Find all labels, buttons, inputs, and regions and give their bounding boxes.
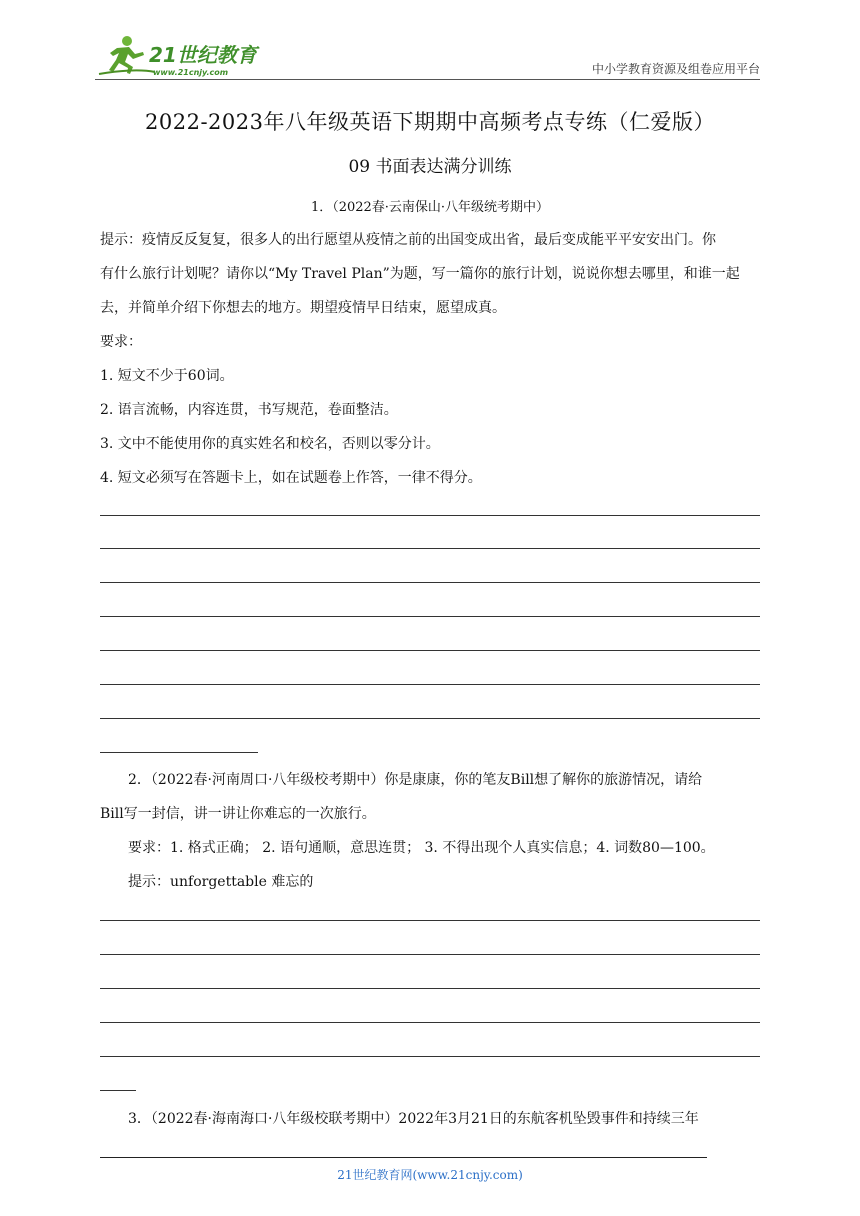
answer-line[interactable] — [100, 616, 760, 617]
question-3-prompt-line: 3．（2022春·海南海口·八年级校联考期中）2022年3月21日的东航客机坠毁事件和持续三年 — [128, 1111, 699, 1127]
answer-line[interactable] — [100, 515, 760, 516]
logo-url: www.21cnjy.com — [153, 68, 229, 77]
question-1-hint-line: 去，并简单介绍下你想去的地方。期望疫情早日结束，愿望成真。 — [100, 300, 506, 316]
answer-line[interactable] — [100, 718, 760, 719]
requirement-item: 3. 文中不能使用你的真实姓名和校名，否则以零分计。 — [100, 436, 440, 452]
answer-line[interactable] — [100, 548, 760, 549]
question-2-hint: 提示：unforgettable 难忘的 — [128, 874, 314, 890]
question-1-heading: 1．（2022春·云南保山·八年级统考期中） — [310, 200, 550, 215]
question-2-prompt-line: 2．（2022春·河南周口·八年级校考期中）你是康康，你的笔友Bill想了解你的旅游情况，请给 — [128, 772, 703, 788]
question-2-prompt-line: Bill写一封信，讲一讲让你难忘的一次旅行。 — [100, 806, 376, 822]
question-1-hint-line: 有什么旅行计划呢？请你以“My Travel Plan”为题，写一篇你的旅行计划，说说你想去哪里，和谁一起 — [100, 266, 740, 282]
requirement-item: 2. 语言流畅，内容连贯，书写规范，卷面整洁。 — [100, 402, 398, 418]
answer-line[interactable] — [100, 650, 760, 651]
page-header — [95, 30, 760, 80]
runner-icon — [99, 36, 155, 74]
requirement-item: 4. 短文必须写在答题卡上，如在试题卷上作答，一律不得分。 — [100, 470, 482, 486]
question-2-requirements: 要求：1. 格式正确； 2. 语句通顺，意思连贯； 3. 不得出现个人真实信息；4. 词数80—100。 — [128, 840, 715, 856]
header-divider — [95, 79, 760, 80]
logo — [95, 34, 265, 78]
answer-line[interactable] — [100, 920, 760, 921]
answer-line[interactable] — [100, 1056, 760, 1057]
question-1-hint-line: 提示：疫情反反复复，很多人的出行愿望从疫情之前的出国变成出省，最后变成能平平安安出门。你 — [100, 232, 716, 248]
requirements-label: 要求： — [100, 334, 142, 350]
requirement-item: 1. 短文不少于60词。 — [100, 368, 234, 384]
answer-line-short[interactable] — [100, 752, 258, 753]
platform-label: 中小学教育资源及组卷应用平台 — [591, 62, 760, 76]
footer-link[interactable]: 21世纪教育网(www.21cnjy.com) — [337, 1168, 523, 1182]
page-subtitle: 09 书面表达满分训练 — [348, 157, 512, 177]
answer-line[interactable] — [100, 582, 760, 583]
footer-divider — [100, 1157, 707, 1158]
answer-line[interactable] — [100, 988, 760, 989]
answer-line-short[interactable] — [100, 1090, 136, 1091]
page-title: 2022-2023年八年级英语下期期中高频考点专练（仁爱版） — [145, 110, 715, 134]
answer-line[interactable] — [100, 1022, 760, 1023]
answer-line[interactable] — [100, 954, 760, 955]
answer-line[interactable] — [100, 684, 760, 685]
logo-text: 21世纪教育 — [149, 43, 257, 67]
